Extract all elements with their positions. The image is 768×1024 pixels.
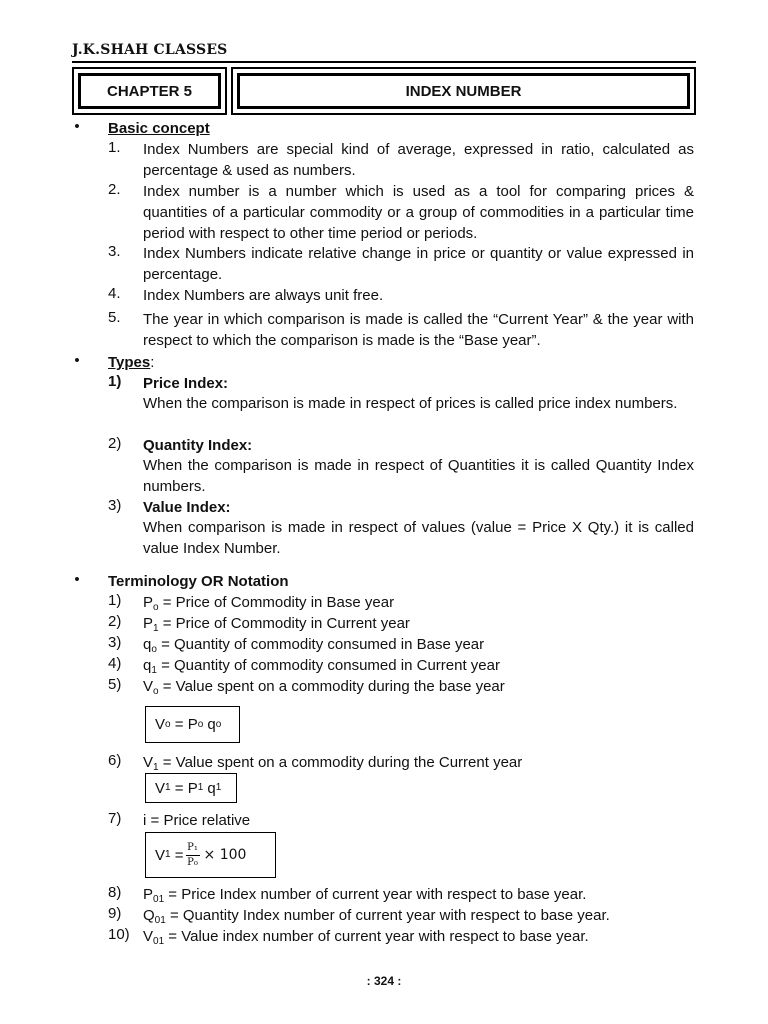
item-number: 3) <box>108 497 122 514</box>
item-number: 6) <box>108 752 122 769</box>
basic-item-5: The year in which comparison is made is called the “Current Year” & the year with respect to which the comparison is made is the “Base year”. <box>143 311 694 349</box>
item-number: 1) <box>108 592 122 609</box>
term-v0: $V_o$ = Value spent on a commodity during the base year <box>143 678 505 697</box>
term-q0: $q_o$ = Quantity of commodity consumed in Base year <box>143 636 485 655</box>
basic-item-4: Index Numbers are always unit free. <box>143 287 384 304</box>
item-number: 1. <box>108 139 121 156</box>
formula-v1: V 1 = P 1 q 1 <box>145 773 237 803</box>
item-number: 3. <box>108 243 121 260</box>
item-number: 2) <box>108 613 122 630</box>
header-rule <box>72 61 696 63</box>
item-number: 8) <box>108 884 122 901</box>
page-number: : 324 : <box>366 974 402 988</box>
section-heading-terminology: Terminology OR Notation <box>108 573 289 590</box>
item-number: 1) <box>108 373 122 390</box>
chapter-label: CHAPTER 5 <box>78 73 221 109</box>
type-title-price: Price Index: <box>143 375 229 392</box>
term-i: i = Price relative <box>143 812 251 829</box>
fraction: $\frac{\text{P₁}}{\text{P₀}}$ <box>187 841 198 868</box>
term-q01: $Q_{01}$ = Quantity Index number of current year with respect to base year. <box>143 907 610 926</box>
basic-item-2: Index number is a number which is used as a tool for comparing prices & quantities of a particular commodity or a group of commodities in a particular time period with respect to other time period or periods. <box>143 183 694 242</box>
item-number: 5) <box>108 676 122 693</box>
institute-name: J.K.SHAH CLASSES <box>72 42 228 58</box>
type-title-value: Value Index: <box>143 499 231 516</box>
type-title-quantity: Quantity Index: <box>143 437 253 454</box>
chapter-title: INDEX NUMBER <box>237 73 690 109</box>
bullet: • <box>74 118 80 135</box>
item-number: 2. <box>108 181 121 198</box>
type-desc-price: When the comparison is made in respect of prices is called price index numbers. <box>143 395 678 412</box>
term-v01: $V_{01}$ = Value index number of current year with respect to base year. <box>143 928 589 947</box>
type-desc-quantity: When the comparison is made in respect of Quantities it is called Quantity Index numbers. <box>143 457 694 495</box>
item-number: 4. <box>108 285 121 302</box>
item-number: 4) <box>108 655 122 672</box>
title-box <box>231 67 696 115</box>
item-number: 5. <box>108 309 121 326</box>
term-v1: $V_1$ = Value spent on a commodity during the Current year <box>143 754 523 773</box>
section-heading-types: Types: <box>108 354 155 371</box>
chapter-box <box>72 67 227 115</box>
section-heading-basic: Basic concept <box>108 120 210 137</box>
item-number: 7) <box>108 810 122 827</box>
item-number: 3) <box>108 634 122 651</box>
term-p0: $P_o$ = Price of Commodity in Base year <box>143 594 395 613</box>
term-q1: $q_1$ = Quantity of commodity consumed in Current year <box>143 657 500 676</box>
term-p01: $P_{01}$ = Price Index number of current year with respect to base year. <box>143 886 587 905</box>
item-number: 2) <box>108 435 122 452</box>
item-number: 9) <box>108 905 122 922</box>
bullet: • <box>74 352 80 369</box>
term-p1: $P_1$ = Price of Commodity in Current year <box>143 615 410 634</box>
bullet: • <box>74 571 80 588</box>
item-number: 10) <box>108 926 130 943</box>
basic-item-3: Index Numbers indicate relative change in price or quantity or value expressed in percentage. <box>143 245 694 283</box>
basic-item-1: Index Numbers are special kind of average, expressed in ratio, calculated as percentage & used as numbers. <box>143 141 694 179</box>
formula-price-relative: V 1 = $\frac{\text{P₁}}{\text{P₀}}$ × 100 <box>145 832 276 878</box>
formula-v0: V o = P o q o <box>145 706 240 743</box>
type-desc-value: When comparison is made in respect of values (value = Price X Qty.) it is called value Index Number. <box>143 519 694 557</box>
